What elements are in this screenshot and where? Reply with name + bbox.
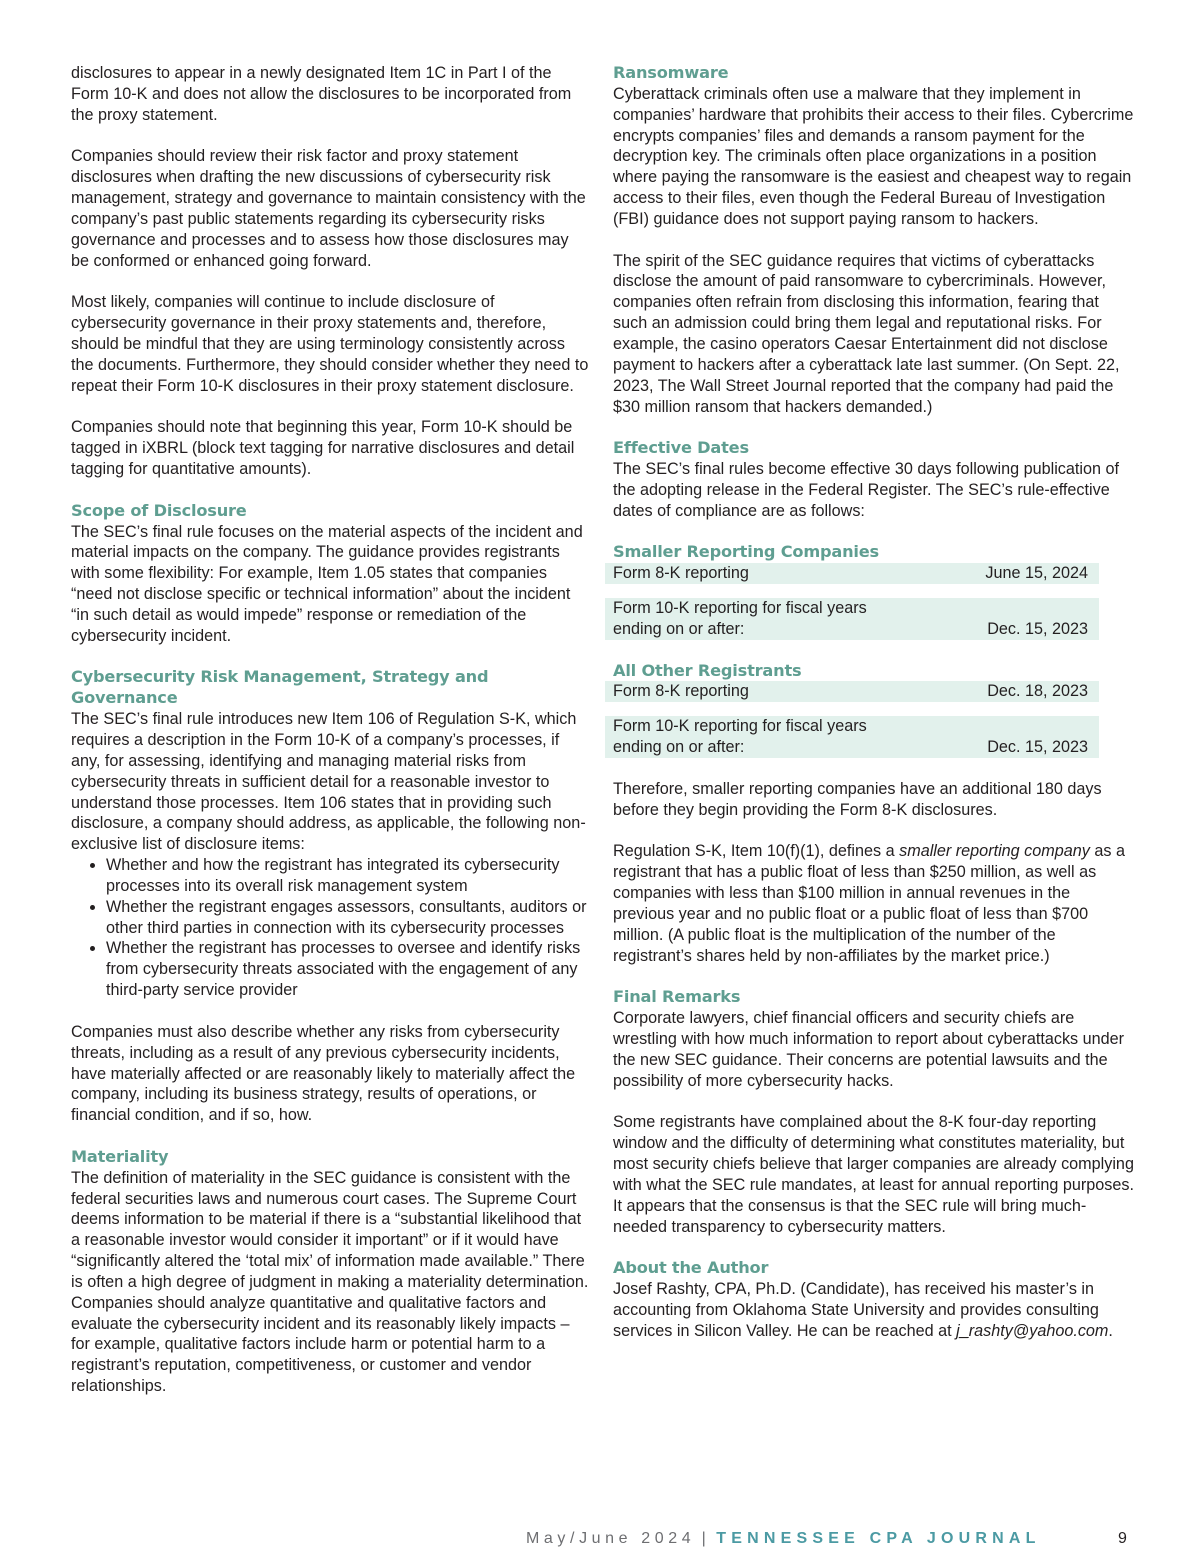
regulation-text-after: as a registrant that has a public float of less than $250 million, as well as companies with less than $100 million in annual revenues in the previous year and no public float or a public float of less than $700 million. (A public float is the multiplication of the number of the registrant’s shares held by non-affiliates by the market price.)	[613, 842, 1125, 965]
ransomware-heading: Ransomware	[613, 63, 729, 82]
left-column	[71, 63, 591, 1418]
regulation-text-before: Regulation S-K, Item 10(f)(1), defines a	[613, 842, 900, 861]
row-date: June 15, 2024	[985, 564, 1088, 583]
footer-journal-title: TENNESSEE CPA JOURNAL	[716, 1530, 1041, 1547]
scope-heading: Scope of Disclosure	[71, 500, 247, 520]
therefore-paragraph: Therefore, smaller reporting companies have an additional 180 days before they begin providing the Form 8-K disclosures.	[613, 779, 1102, 819]
row-label: Form 10-K reporting for fiscal years ending on or after:	[613, 717, 867, 757]
final-remarks-heading: Final Remarks	[613, 987, 741, 1007]
intro-paragraph-3: Most likely, companies will continue to include disclosure of cybersecurity governance in their proxy statements and, therefore, should be mindful that they are using terminology consistently across the documents. Furthermore, they should consider whether they need to repeat their Form 10-K disclosures in their proxy statement disclosure.	[71, 293, 589, 395]
final-remarks-paragraph-1: Corporate lawyers, chief financial officers and security chiefs are wrestling with how much information to report about cyberattacks under the new SEC guidance. Their concerns are potential lawsuits and the possibility of more cybersecurity hacks.	[613, 1009, 1125, 1090]
about-author-heading: About the Author	[613, 1258, 769, 1278]
table-row	[605, 716, 1099, 758]
list-item: • Whether and how the registrant has integrated its cybersecurity processes into its overall risk management system	[106, 855, 591, 897]
regulation-term: smaller reporting company	[899, 842, 1090, 861]
risk-management-body: The SEC’s final rule introduces new Item 106 of Regulation S-K, which requires a description in the Form 10-K of a company’s processes, if any, for assessing, identifying and managing material risks from cybersecurity threats in sufficient detail for a reasonable investor to understand those processes. Item 106 states that in providing such disclosure, a company should address, as applicable, the following non-exclusive list of disclosure items:	[71, 710, 586, 854]
list-item: • Whether the registrant engages assessors, consultants, auditors or other third parties in connection with its cybersecurity processes	[106, 897, 591, 939]
table-row	[605, 681, 1099, 702]
smaller-reporting-companies-table	[605, 542, 1099, 639]
scope-body: The SEC’s final rule focuses on the material aspects of the incident and material impacts on the company. The guidance provides registrants with some flexibility: For example, Item 1.05 states that companies “need not disclose specific or technical information” about the incident “in such detail as would impede” response or remediation of the cybersecurity incident.	[71, 522, 583, 645]
row-label: Form 10-K reporting for fiscal years ending on or after:	[613, 599, 867, 638]
email-part-2: rashty@yahoo.com	[968, 1321, 1109, 1340]
intro-paragraph-4: Companies should note that beginning this year, Form 10-K should be tagged in iXBRL (block text tagging for narrative disclosures and detail tagging for quantitative amounts).	[71, 418, 575, 479]
intro-paragraph-1: disclosures to appear in a newly designated Item 1C in Part I of the Form 10-K and does not allow the disclosures to be incorporated from the proxy statement.	[71, 64, 572, 124]
effective-dates-body: The SEC’s final rules become effective 30 days following publication of the adopting release in the Federal Register. The SEC’s rule-effective dates of compliance are as follows:	[613, 460, 1119, 520]
risk-management-heading: Cybersecurity Risk Management, Strategy and Governance	[71, 667, 489, 708]
ransomware-paragraph-2: The spirit of the SEC guidance requires that victims of cyberattacks disclose the amount of paid ransomware to cybercriminals. However, companies often refrain from disclosing this information, fearing that such an admission could bring them legal and reputational risks. For example, the casino operators Caesar Entertainment did not disclose payment to hackers after a cyberattack late last summer. (On Sept. 22, 2023, The Wall Street Journal reported that the company had paid the $30 million ransom that hackers demanded.)	[613, 251, 1120, 416]
disclosure-items-list	[71, 855, 591, 1001]
footer-issue: May/June 2024	[526, 1530, 696, 1547]
row-date: Dec. 15, 2023	[987, 619, 1088, 638]
table-row	[605, 563, 1099, 584]
footer-separator: |	[701, 1530, 706, 1547]
row-date: Dec. 18, 2023	[987, 682, 1088, 701]
author-email-link[interactable]	[956, 1322, 1108, 1340]
regulation-paragraph	[613, 841, 1135, 966]
right-column	[613, 63, 1135, 1362]
risk-management-after: Companies must also describe whether any risks from cybersecurity threats, including as a result of any previous cybersecurity incidents, have materially affected or are reasonably likely to materially affect the company, including its business strategy, results of operations, or financial condition, and if so, how.	[71, 1022, 576, 1125]
row-label: Form 8-K reporting	[613, 682, 749, 701]
intro-paragraph-2: Companies should review their risk factor and proxy statement disclosures when drafting the new discussions of cybersecurity risk management, strategy and governance to maintain consistency with the company’s past public statements regarding its cybersecurity risks governance and processes and to assess how those disclosures may be conformed or enhanced going forward.	[71, 147, 586, 270]
smaller-reporting-companies-heading: Smaller Reporting Companies	[613, 542, 879, 562]
ransomware-paragraph-1: Cyberattack criminals often use a malware that they implement in companies’ hardware that prohibits their access to their files. Cybercrime encrypts companies’ files and demands a ransom payment for the decryption key. The criminals often place organizations in a position where paying the ransomware is the easiest and cheapest way to regain access to their files, even though the Federal Bureau of Investigation (FBI) guidance does not support paying ransom to hackers.	[613, 84, 1134, 228]
page-number: 9	[1118, 1530, 1127, 1547]
row-date: Dec. 15, 2023	[987, 738, 1088, 757]
row-label: Form 8-K reporting	[613, 564, 749, 583]
materiality-body: The definition of materiality in the SEC guidance is consistent with the federal securities laws and numerous court cases. The Supreme Court deems information to be material if there is a “substantial likelihood that a reasonable investor would consider it important” or if it would have “significantly altered the ‘total mix’ of information made available.” There is often a high degree of judgment in making a materiality determination. Companies should analyze quantitative and qualitative factors and evaluate the cybersecurity incident and its reasonably likely impacts – for example, qualitative factors include harm or potential harm to a registrant’s reputation, competitiveness, or customer and vendor relationships.	[71, 1168, 589, 1396]
table-row	[605, 598, 1099, 640]
about-author-body	[613, 1279, 1135, 1342]
final-remarks-paragraph-2: Some registrants have complained about the 8-K four-day reporting window and the difficulty of determining what constitutes materiality, but most security chiefs believe that larger companies are already complying with what the SEC rule mandates, at least for annual reporting purposes. It appears that the consensus is that the SEC rule will bring much-needed transparency to cybersecurity matters.	[613, 1113, 1134, 1236]
author-bio-end: .	[1108, 1321, 1113, 1340]
materiality-heading: Materiality	[71, 1146, 169, 1166]
list-item: • Whether the registrant has processes to oversee and identify risks from cybersecurity threats associated with the engagement of any third-party service provider	[106, 938, 591, 1001]
author-bio: Josef Rashty, CPA, Ph.D. (Candidate), has received his master’s in accounting from Oklahoma State University and provides consulting services in Silicon Valley. He can be reached at	[613, 1280, 1099, 1340]
email-part-1: j_	[956, 1321, 969, 1340]
other-registrants-heading: All Other Registrants	[613, 660, 802, 680]
page-footer	[526, 1530, 1127, 1554]
effective-dates-heading: Effective Dates	[613, 438, 749, 458]
other-registrants-table	[605, 661, 1099, 758]
